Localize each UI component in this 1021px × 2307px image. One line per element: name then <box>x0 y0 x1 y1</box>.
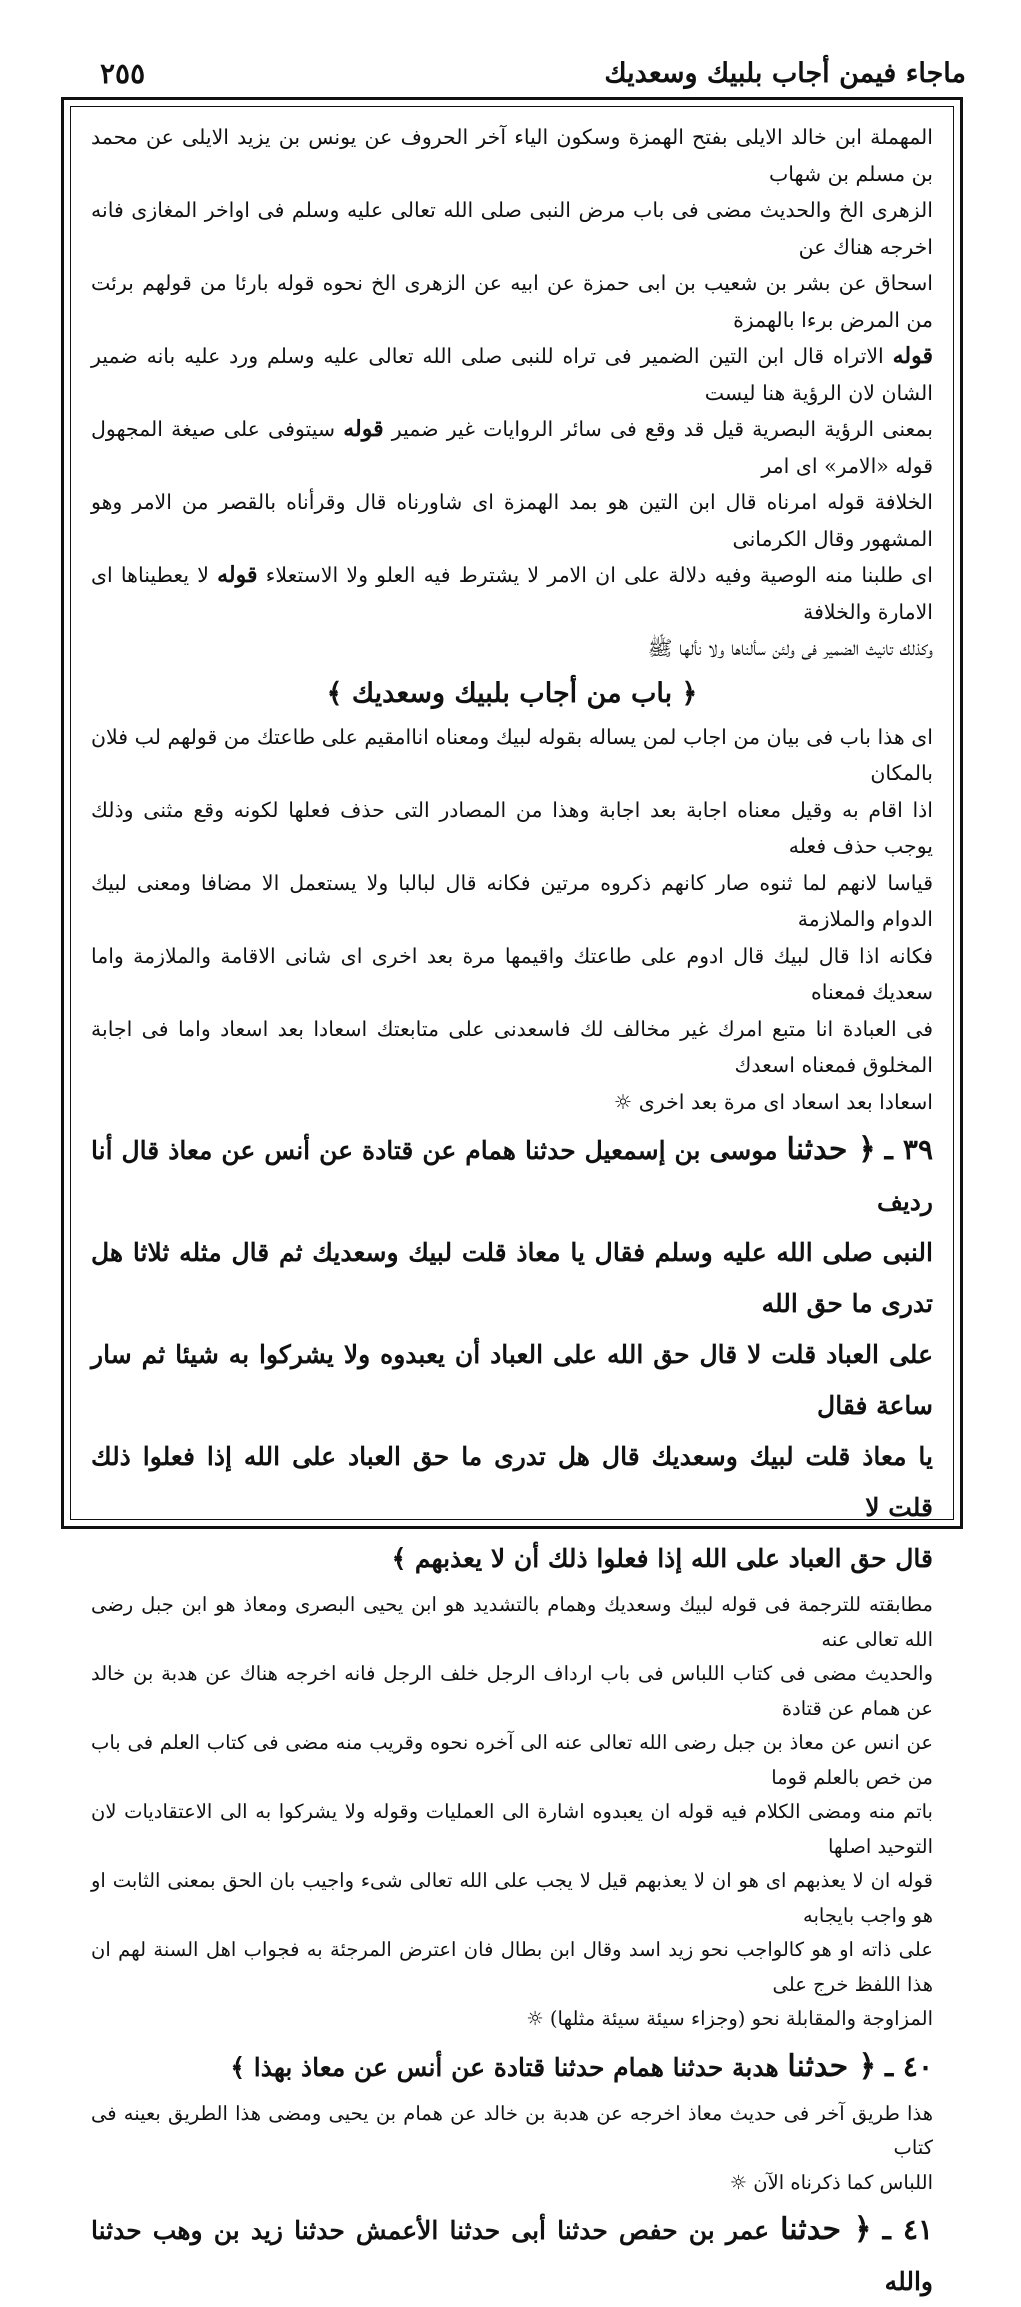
text-line: الزهرى الخ والحديث مضى فى باب مرض النبى صلى الله تعالى عليه وسلم فى اواخر المغازى فانه اخرجه هناك عن <box>91 198 933 259</box>
keyword-qawluhu: قوله <box>217 562 258 588</box>
page-body <box>70 106 954 2296</box>
page-header <box>60 56 966 90</box>
commentary-top <box>91 119 933 667</box>
keyword-qawluhu: قوله <box>892 343 933 369</box>
chapter-heading: ﴿ باب من أجاب بلبيك وسعديك ﴾ <box>326 677 698 709</box>
text-line: باتم منه ومضى الكلام فيه قوله ان يعبدوه اشارة الى العمليات وقوله ولا يشركوا به الى الاعتقاديات لان التوحيد اصلها <box>91 1800 933 1858</box>
text-line: قوله الاتراه قال ابن التين الضمير فى تراه للنبى صلى الله تعالى عليه وسلم ورد عليه بانه ضمير الشان لان الرؤية هنا ليست <box>91 343 933 405</box>
text-line: اى طلبنا منه الوصية وفيه دلالة على ان الامر لا يشترط فيه العلو ولا الاستعلاء قوله لا يعطيناها اى الامارة والخلافة <box>91 562 934 624</box>
text-line: بمعنى الرؤية البصرية قيل قد وقع فى سائر الروايات غير ضمير قوله سيتوفى على صيغة المجهول قوله «الامر» اى امر <box>91 416 933 478</box>
hadith-line: على العباد قلت لا قال حق الله على العباد أن يعبدوه ولا يشركوا به شيئا ثم سار ساعة فقال <box>91 1340 933 1420</box>
text-line: قياسا لانهم لما ثنوه صار كانهم ذكروه مرتين فكانه قال لبالبا ولا يستعمل الا مضافا ومعنى لبيك الدوام والملازمة <box>91 870 933 931</box>
text-line: اذا اقام به وقيل معناه اجابة بعد اجابة وهذا من المصادر التى حذف فعلها لكونه وقع مثنى وذلك يوجب حذف فعله <box>91 797 933 858</box>
text-line: اسعادا بعد اسعاد اى مرة بعد اخرى ☼ <box>613 1089 933 1114</box>
page-number: ٢٥٥ <box>100 56 146 90</box>
text-line: فى العبادة انا متبع امرك غير مخالف لك فاسعدنى على متابعتك اسعادا بعد اسعاد واما فى اجابة المخلوق فمعناه اسعدك <box>91 1016 933 1077</box>
text-line: والحديث مضى فى كتاب اللباس فى باب ارداف الرجل خلف الرجل فانه اخرجه هناك عن هدبة بن خالد عن همام عن قتادة <box>91 1662 933 1720</box>
chapter-commentary <box>91 719 933 1121</box>
hadith-line: النبى صلى الله عليه وسلم فقال يا معاذ قلت لبيك وسعديك ثم قال مثله ثلاثا هل تدرى ما حق الله <box>91 1238 933 1318</box>
running-title: ماجاء فيمن أجاب بلبيك وسعديك <box>604 57 966 89</box>
text-line: الخلافة قوله امرناه قال ابن التين هو بمد الهمزة اى شاورناه قال وقرأناه بالقصر من الامر وهو المشهور وقال الكرمانى <box>91 490 933 551</box>
keyword-qawluhu: قوله <box>343 416 384 442</box>
hadith-line: ٤١ ـ ﴿ حدثنا عمر بن حفص حدثنا أبى حدثنا الأعمش حدثنا زيد بن وهب حدثنا والله <box>91 2212 934 2296</box>
text-line: عن انس عن معاذ بن جبل رضى الله تعالى عنه الى آخره نحوه وقريب منه مضى فى كتاب العلم فى باب من خص بالعلم قوما <box>91 1731 933 1789</box>
hadith-number: ٣٩ ـ <box>884 1133 933 1166</box>
hadith-line: قال حق العباد على الله إذا فعلوا ذلك أن لا يعذبهم ﴾ <box>391 1544 933 1573</box>
hadith-line: ٤٠ ـ ﴿ حدثنا هدبة حدثنا همام حدثنا قتادة عن أنس عن معاذ بهذا ﴾ <box>230 2048 933 2084</box>
hadith-line: يا معاذ قلت لبيك وسعديك قال هل تدرى ما حق العباد على الله إذا فعلوا ذلك قلت لا <box>91 1442 933 1522</box>
commentary-40 <box>91 2097 933 2201</box>
haddathana-marker: ﴿ حدثنا <box>786 1132 876 1167</box>
haddathana-marker: ﴿ حدثنا <box>787 2048 877 2084</box>
hadith-number: ٤٠ ـ <box>884 2049 933 2083</box>
hadith-number: ٤١ ـ <box>882 2213 934 2246</box>
text-line: هذا طريق آخر فى حديث معاذ اخرجه عن هدبة بن خالد عن همام بن يحيى ومضى هذا الطريق بعينه فى كتاب <box>91 2101 933 2159</box>
text-line: وكذلك تانيث الضمير فى ولئن سألناها ولا نألها ﷺ <box>647 636 933 660</box>
text-line: المزاوجة والمقابلة نحو (وجزاء سيئة سيئة مثلها) ☼ <box>526 2007 933 2030</box>
text-line: فكانه اذا قال لبيك قال ادوم على طاعتك واقيمها مرة بعد اخرى اى شانى الاقامة والملازمة واما سعديك فمعناه <box>91 943 933 1004</box>
text-line: اى هذا باب فى بيان من اجاب لمن يساله بقوله لبيك ومعناه اناامقيم على طاعتك من قولهم لب فلان بالمكان <box>91 724 933 785</box>
text-line: قوله ان لا يعذبهم اى هو ان لا يعذبهم قيل لا يجب على الله تعالى شىء واجيب بان الحق بمعنى الثابت او هو واجب بايجابه <box>91 1869 933 1927</box>
text-line: على ذاته او هو كالواجب نحو زيد اسد وقال ابن بطال فان اعترض المرجئة به فجواب اهل السنة لهم ان هذا اللفظ خرج على <box>91 1938 933 1996</box>
text-line: مطابقته للترجمة فى قوله لبيك وسعديك وهمام بالتشديد هو ابن يحيى البصرى ومعاذ هو ابن جبل رضى الله تعالى عنه <box>91 1593 933 1651</box>
hadith-41 <box>91 2204 933 2307</box>
hadith-40 <box>91 2041 933 2093</box>
hadith-line: ٣٩ ـ ﴿ حدثنا موسى بن إسمعيل حدثنا همام عن قتادة عن أنس عن معاذ قال أنا رديف <box>91 1132 933 1216</box>
haddathana-marker: ﴿ حدثنا <box>780 2212 872 2247</box>
text-line: اللباس كما ذكرناه الآن ☼ <box>729 2170 933 2194</box>
commentary-39 <box>91 1588 933 2037</box>
text-line: اسحاق عن بشر بن شعيب بن ابى حمزة عن ابيه عن الزهرى الخ نحوه قوله بارئا من قولهم برئت من المرض برءا بالهمزة <box>91 271 933 332</box>
text-line: المهملة ابن خالد الايلى بفتح الهمزة وسكون الياء آخر الحروف عن يونس بن يزيد الايلى عن محمد بن مسلم بن شهاب <box>91 125 933 186</box>
hadith-39 <box>91 1124 933 1584</box>
